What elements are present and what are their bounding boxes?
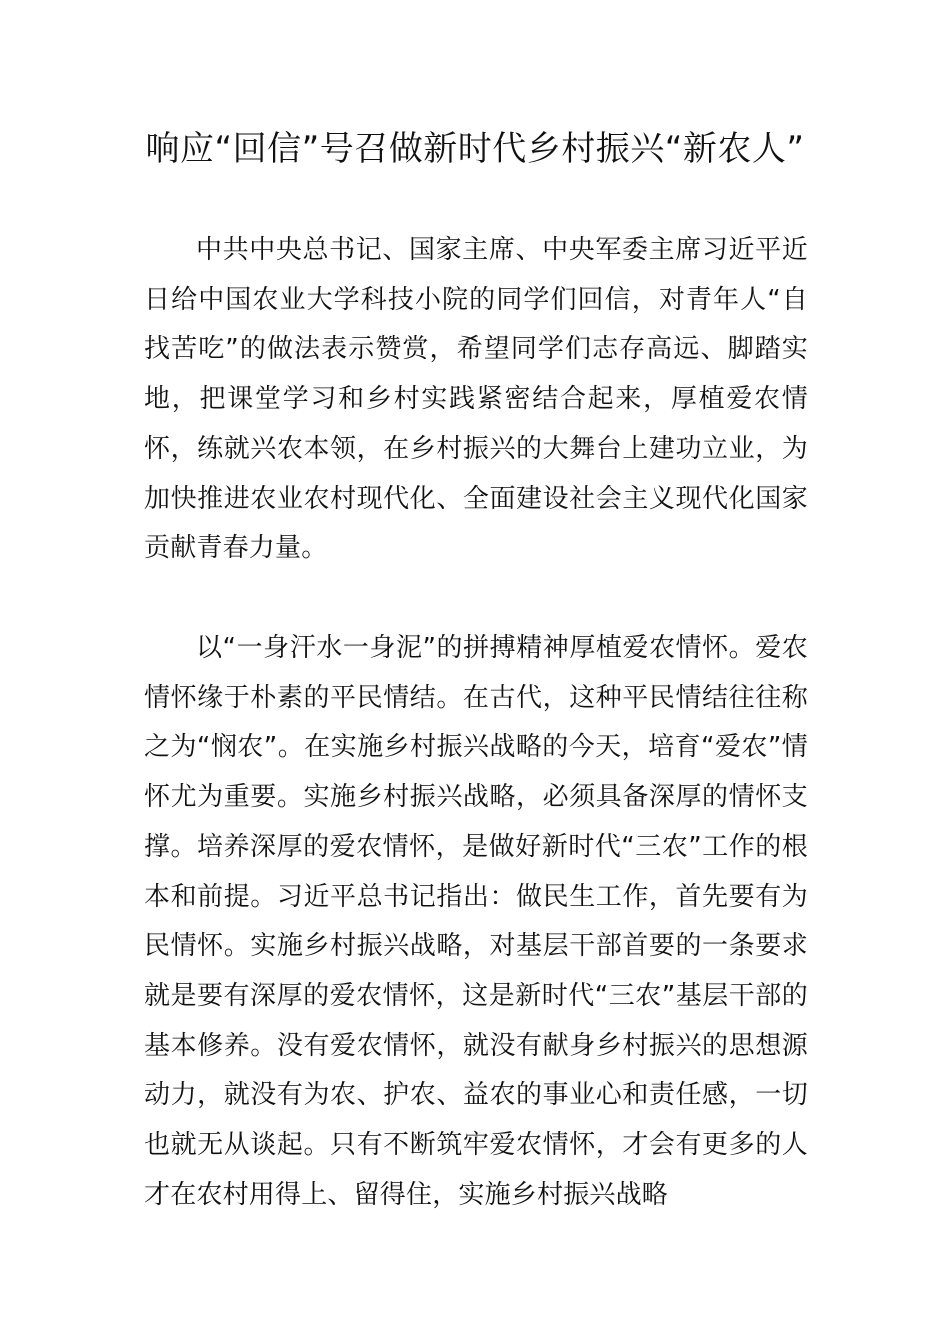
paragraph-body: 以“一身汗水一身泥”的拼搏精神厚植爱农情怀。爱农情怀缘于朴素的平民情结。在古代，这种平民情结往往称之为“悯农”。在实施乡村振兴战略的今天，培育“爱农”情怀尤为重要。实施乡村振兴战略，必须具备深厚的情怀支撑。培养深厚的爱农情怀，是做好新时代“三农”工作的根本和前提。习近平总书记指出：做民生工作，首先要有为民情怀。实施乡村振兴战略，对基层干部首要的一条要求就是要有深厚的爱农情怀，这是新时代“三农”基层干部的基本修养。没有爱农情怀，就没有献身乡村振兴的思想源动力，就没有为农、护农、益农的事业心和责任感，一切也就无从谈起。只有不断筑牢爱农情怀，才会有更多的人才在农村用得上、留得住，实施乡村振兴战略 [144,633,808,1210]
paragraph-intro: 中共中央总书记、国家主席、中央军委主席习近平近日给中国农业大学科技小院的同学们回信，对青年人“自找苦吃”的做法表示赞赏，希望同学们志存高远、脚踏实地，把课堂学习和乡村实践紧密结合起来，厚植爱农情怀，练就兴农本领，在乡村振兴的大舞台上建功立业，为加快推进农业农村现代化、全面建设社会主义现代化国家贡献青春力量。 [144,235,808,564]
document-title: 响应“回信”号召做新时代乡村振兴“新农人” [145,129,805,169]
